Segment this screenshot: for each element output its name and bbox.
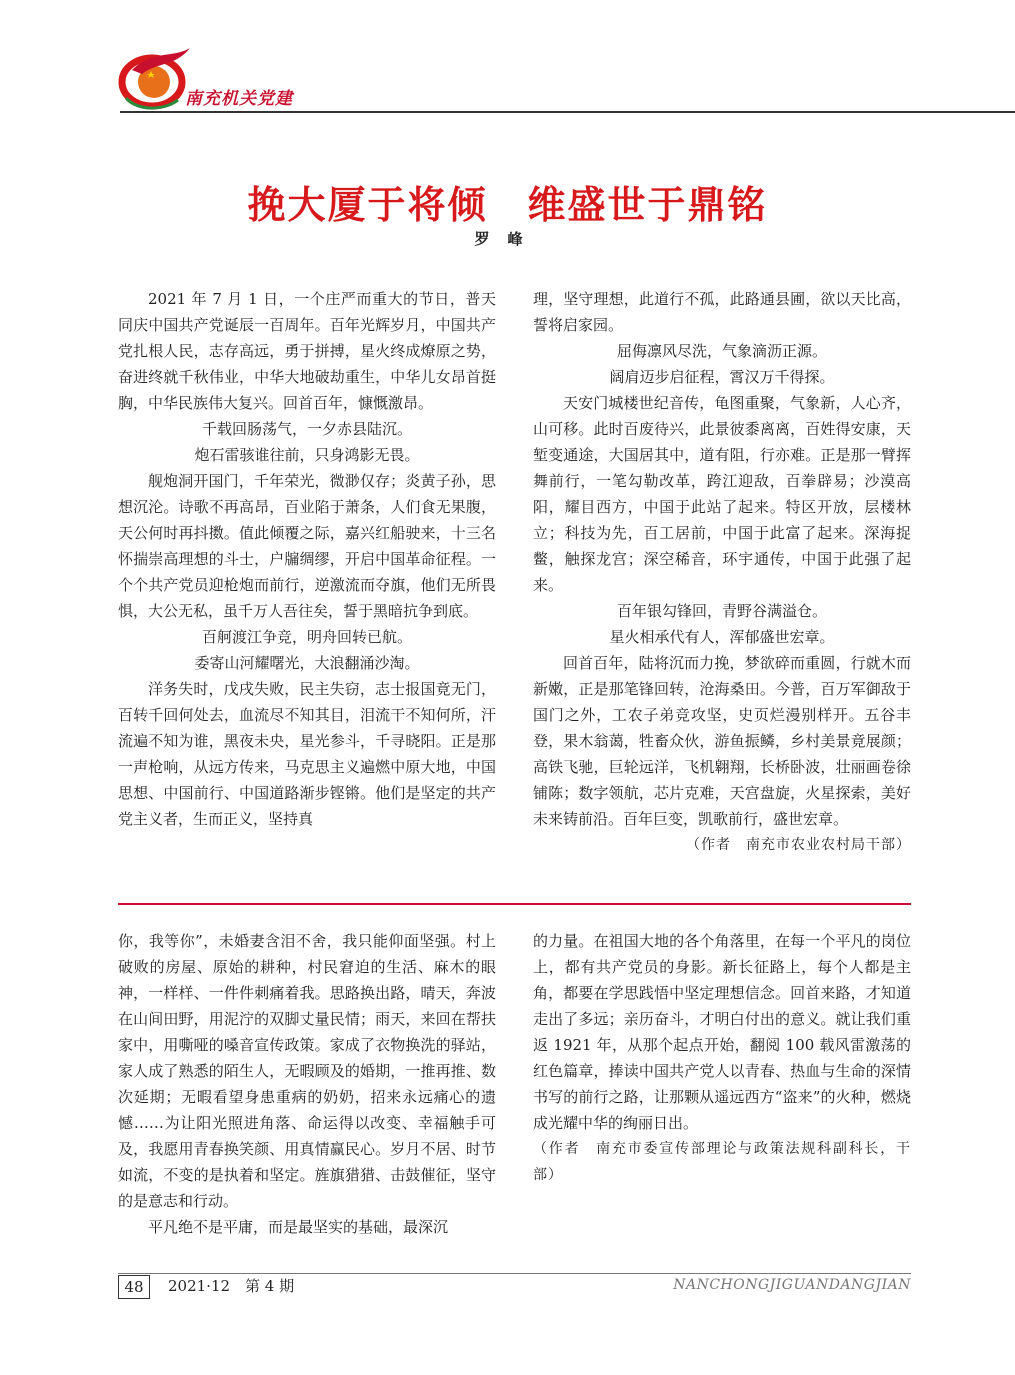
article2-left-column bbox=[118, 928, 496, 1240]
verse-line: 阔肩迈步启征程，霄汉万千得探。 bbox=[609, 368, 835, 386]
page-number: 48 bbox=[118, 1275, 150, 1299]
author-note: （作者 南充市委宣传部理论与政策法规科副科长，干部） bbox=[533, 1141, 911, 1183]
section-divider bbox=[118, 903, 911, 905]
verse-line: 炮石雷骇谁往前，只身鸿影无畏。 bbox=[194, 446, 420, 464]
author-note: （作者 南充市农业农村局干部） bbox=[686, 837, 911, 853]
paragraph-continued: 的力量。在祖国大地的各个角落里，在每一个平凡的岗位上，都有共产党员的身影。新长征路上，每个人都是主角，都要在学思践悟中坚定理想信念。回首来路，才知道走出了多远；亲历奋斗，才明白付出的意义。就让我们重返 1921 年，从那个起点开始，翻阅 100 载风雷激荡的红色篇章，捧读中国共产党人以青春、热血与生命的深情书写的前行之路，让那颗从遥远西方“盗来”的火种，燃烧成光耀中华的绚丽日出。 bbox=[533, 932, 911, 1132]
title-part-2: 维盛世于鼎铭 bbox=[527, 183, 768, 227]
verse-line: 委寄山河耀曙光，大浪翻涌沙淘。 bbox=[194, 654, 420, 672]
title-part-1: 挽大厦于将倾 bbox=[247, 183, 488, 227]
article1-right-column bbox=[533, 286, 911, 858]
paragraph-continued: 理，坚守理想，此道行不孤，此路通县圃，欲以天比高，誓将启家园。 bbox=[533, 290, 911, 334]
magazine-name: NANCHONGJIGUANDANGJIAN bbox=[673, 1277, 911, 1293]
paragraph: 2021 年 7 月 1 日，一个庄严而重大的节日，普天同庆中国共产党诞辰一百周年。百年光辉岁月，中国共产党扎根人民，志存高远，勇于拼搏，星火终成燎原之势，奋进终就千秋伟业，中华大地破劫重生，中华儿女昂首挺胸，中华民族伟大复兴。回首百年，慷慨激昂。 bbox=[118, 290, 496, 412]
verse-line: 百舸渡江争竞，明舟回转已航。 bbox=[201, 628, 412, 646]
paragraph: 平凡绝不是平庸，而是最坚实的基础，最深沉 bbox=[148, 1218, 449, 1236]
verse-line: 屈侮凛风尽洗，气象滴沥正源。 bbox=[616, 342, 827, 360]
article-author: 罗峰 bbox=[474, 230, 541, 248]
paragraph: 天安门城楼世纪音传，龟图重聚，气象新，人心齐，山可移。此时百废待兴，此景彼黍离离，百姓得安康，天堑变通途，大国居其中，道有阻，行亦难。正是那一臂挥舞前行，一笔勾勒改革，跨江迎敌，百拳辟易；沙漠高阳，耀目西方，中国于此站了起来。特区开放，层楼林立；科技为先，百工居前，中国于此富了起来。深海捉鳖，触探龙宫；深空稀音，环宇通传，中国于此强了起来。 bbox=[533, 394, 911, 594]
header-rule bbox=[120, 111, 1015, 113]
verse-line: 千载回肠荡气，一夕赤县陆沉。 bbox=[201, 420, 412, 438]
footer-rule bbox=[118, 1273, 911, 1274]
verse-line: 星火相承代有人，浑郁盛世宏章。 bbox=[609, 628, 835, 646]
paragraph: 洋务失时，戊戌失败，民主失窃，志士报国竟无门，百转千回何处去，血流尽不知其目，泪流干不知何所，汗流遍不知为谁，黑夜未央，星光参斗，千寻晓阳。正是那一声枪响，从远方传来，马克思主义遍燃中原大地，中国思想、中国前行、中国道路渐步铿锵。他们是坚定的共产党主义者，生而正义，坚持真 bbox=[118, 680, 496, 828]
paragraph: 舰炮洞开国门，千年荣光，微渺仅存；炎黄子孙，思想沉沦。诗歌不再高昂，百业陷于萧条，人们食无果腹，天公何时再抖擞。值此倾覆之际，嘉兴红船驶来，十三名怀揣崇高理想的斗士，户牖绸缪，开启中国革命征程。一个个共产党员迎枪炮而前行，逆激流而夺旗，他们无所畏惧，大公无私，虽千万人吾往矣，誓于黑暗抗争到底。 bbox=[118, 472, 496, 620]
brand-name: 南充机关党建 bbox=[185, 89, 293, 109]
issue-label: 2021·12 第 4 期 bbox=[168, 1277, 295, 1295]
article2-right-column bbox=[533, 928, 911, 1188]
paragraph-continued: 你，我等你”，未婚妻含泪不舍，我只能仰面坚强。村上破败的房屋、原始的耕种，村民窘迫的生活、麻木的眼神，一样样、一件件刺痛着我。思路换出路，晴天，奔波在山间田野，用泥泞的双脚丈量民情；雨天，来回在帮扶家中，用嘶哑的嗓音宣传政策。家成了衣物换洗的驿站，家人成了熟悉的陌生人，无暇顾及的婚期，一推再推、数次延期；无暇看望身患重病的奶奶，招来永远痛心的遗憾……为让阳光照进角落、命运得以改变、幸福触手可及，我愿用青春换笑颜、用真情赢民心。岁月不居、时节如流，不变的是执着和坚定。旌旗猎猎、击鼓催征，坚守的是意志和行动。 bbox=[118, 932, 496, 1210]
article1-left-column bbox=[118, 286, 496, 832]
verse-line: 百年银勾锋回，青野谷满溢仓。 bbox=[616, 602, 827, 620]
article-title bbox=[0, 174, 1015, 229]
paragraph: 回首百年，陆将沉而力挽，梦欲碎而重圆，行就木而新嫩，正是那笔锋回转，沧海桑田。今普，百万军御敌于国门之外，工农子弟竞攻坚，史页烂漫别样开。五谷丰登，果木翁蔼，牲畜众伙，游鱼振鳞，乡村美景竟展颜；高铁飞驰，巨轮远洋，飞机翱翔，长桥卧波，壮丽画卷徐铺陈；数字领航，芯片克难，天宫盘旋，火星探索，美好未来铸前沿。百年巨变，凯歌前行，盛世宏章。 bbox=[533, 654, 911, 828]
party-logo bbox=[112, 40, 192, 116]
